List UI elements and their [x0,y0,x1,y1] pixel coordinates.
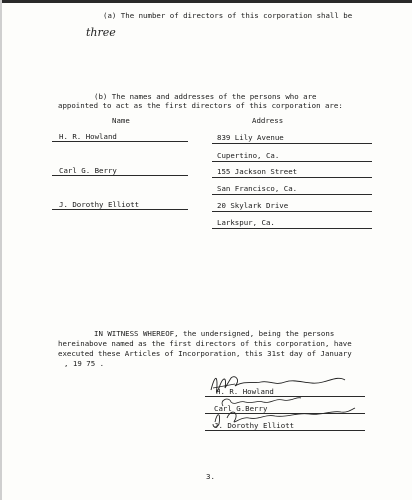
signature-rule-3 [205,430,365,431]
director-address-1-line2: Cupertino, Ca. [217,151,280,160]
signer-printed-name-1: H. R. Howland [216,387,274,396]
address-rule-4 [212,194,372,195]
scan-left-edge [0,0,2,500]
signer-printed-name-2: Carl G.Berry [214,404,268,413]
page-number: 3. [206,472,215,481]
address-rule-1 [212,143,372,144]
name-rule-3 [52,209,188,210]
signature-rule-1 [205,396,365,397]
director-address-1-line1: 839 Lily Avenue [217,133,284,142]
director-address-3-line2: Larkspur, Ca. [217,218,275,227]
address-rule-2 [212,161,372,162]
signature-rule-2 [205,413,365,414]
director-name-1: H. R. Howland [59,132,117,141]
name-rule-2 [52,175,188,176]
director-address-2-line1: 155 Jackson Street [217,167,298,176]
address-rule-5 [212,211,372,212]
address-column-header: Address [252,116,284,125]
section-b-line1: (b) The names and addresses of the persons who are [94,92,317,101]
address-rule-6 [212,228,372,229]
section-a-text: (a) The number of directors of this corporation shall be [103,11,353,20]
name-rule-1 [52,141,188,142]
scan-top-edge [0,0,412,3]
witness-line4: , 19 75 . [64,359,105,368]
address-rule-3 [212,177,372,178]
director-address-3-line1: 20 Skylark Drive [217,201,289,210]
name-column-header: Name [112,116,130,125]
witness-line1: IN WITNESS WHEREOF, the undersigned, being the persons [94,329,335,338]
handwritten-director-count: three [86,26,116,39]
signer-printed-name-3: J. Dorothy Elliott [214,421,295,430]
director-name-2: Carl G. Berry [59,166,117,175]
witness-line2: hereinabove named as the first directors of this corporation, have [58,339,352,348]
witness-line3: executed these Articles of Incorporation, this 31st day of January [58,349,352,358]
director-address-2-line2: San Francisco, Ca. [217,184,298,193]
director-name-3: J. Dorothy Elliott [59,200,140,209]
section-b-line2: appointed to act as the first directors of this corporation are: [58,101,343,110]
